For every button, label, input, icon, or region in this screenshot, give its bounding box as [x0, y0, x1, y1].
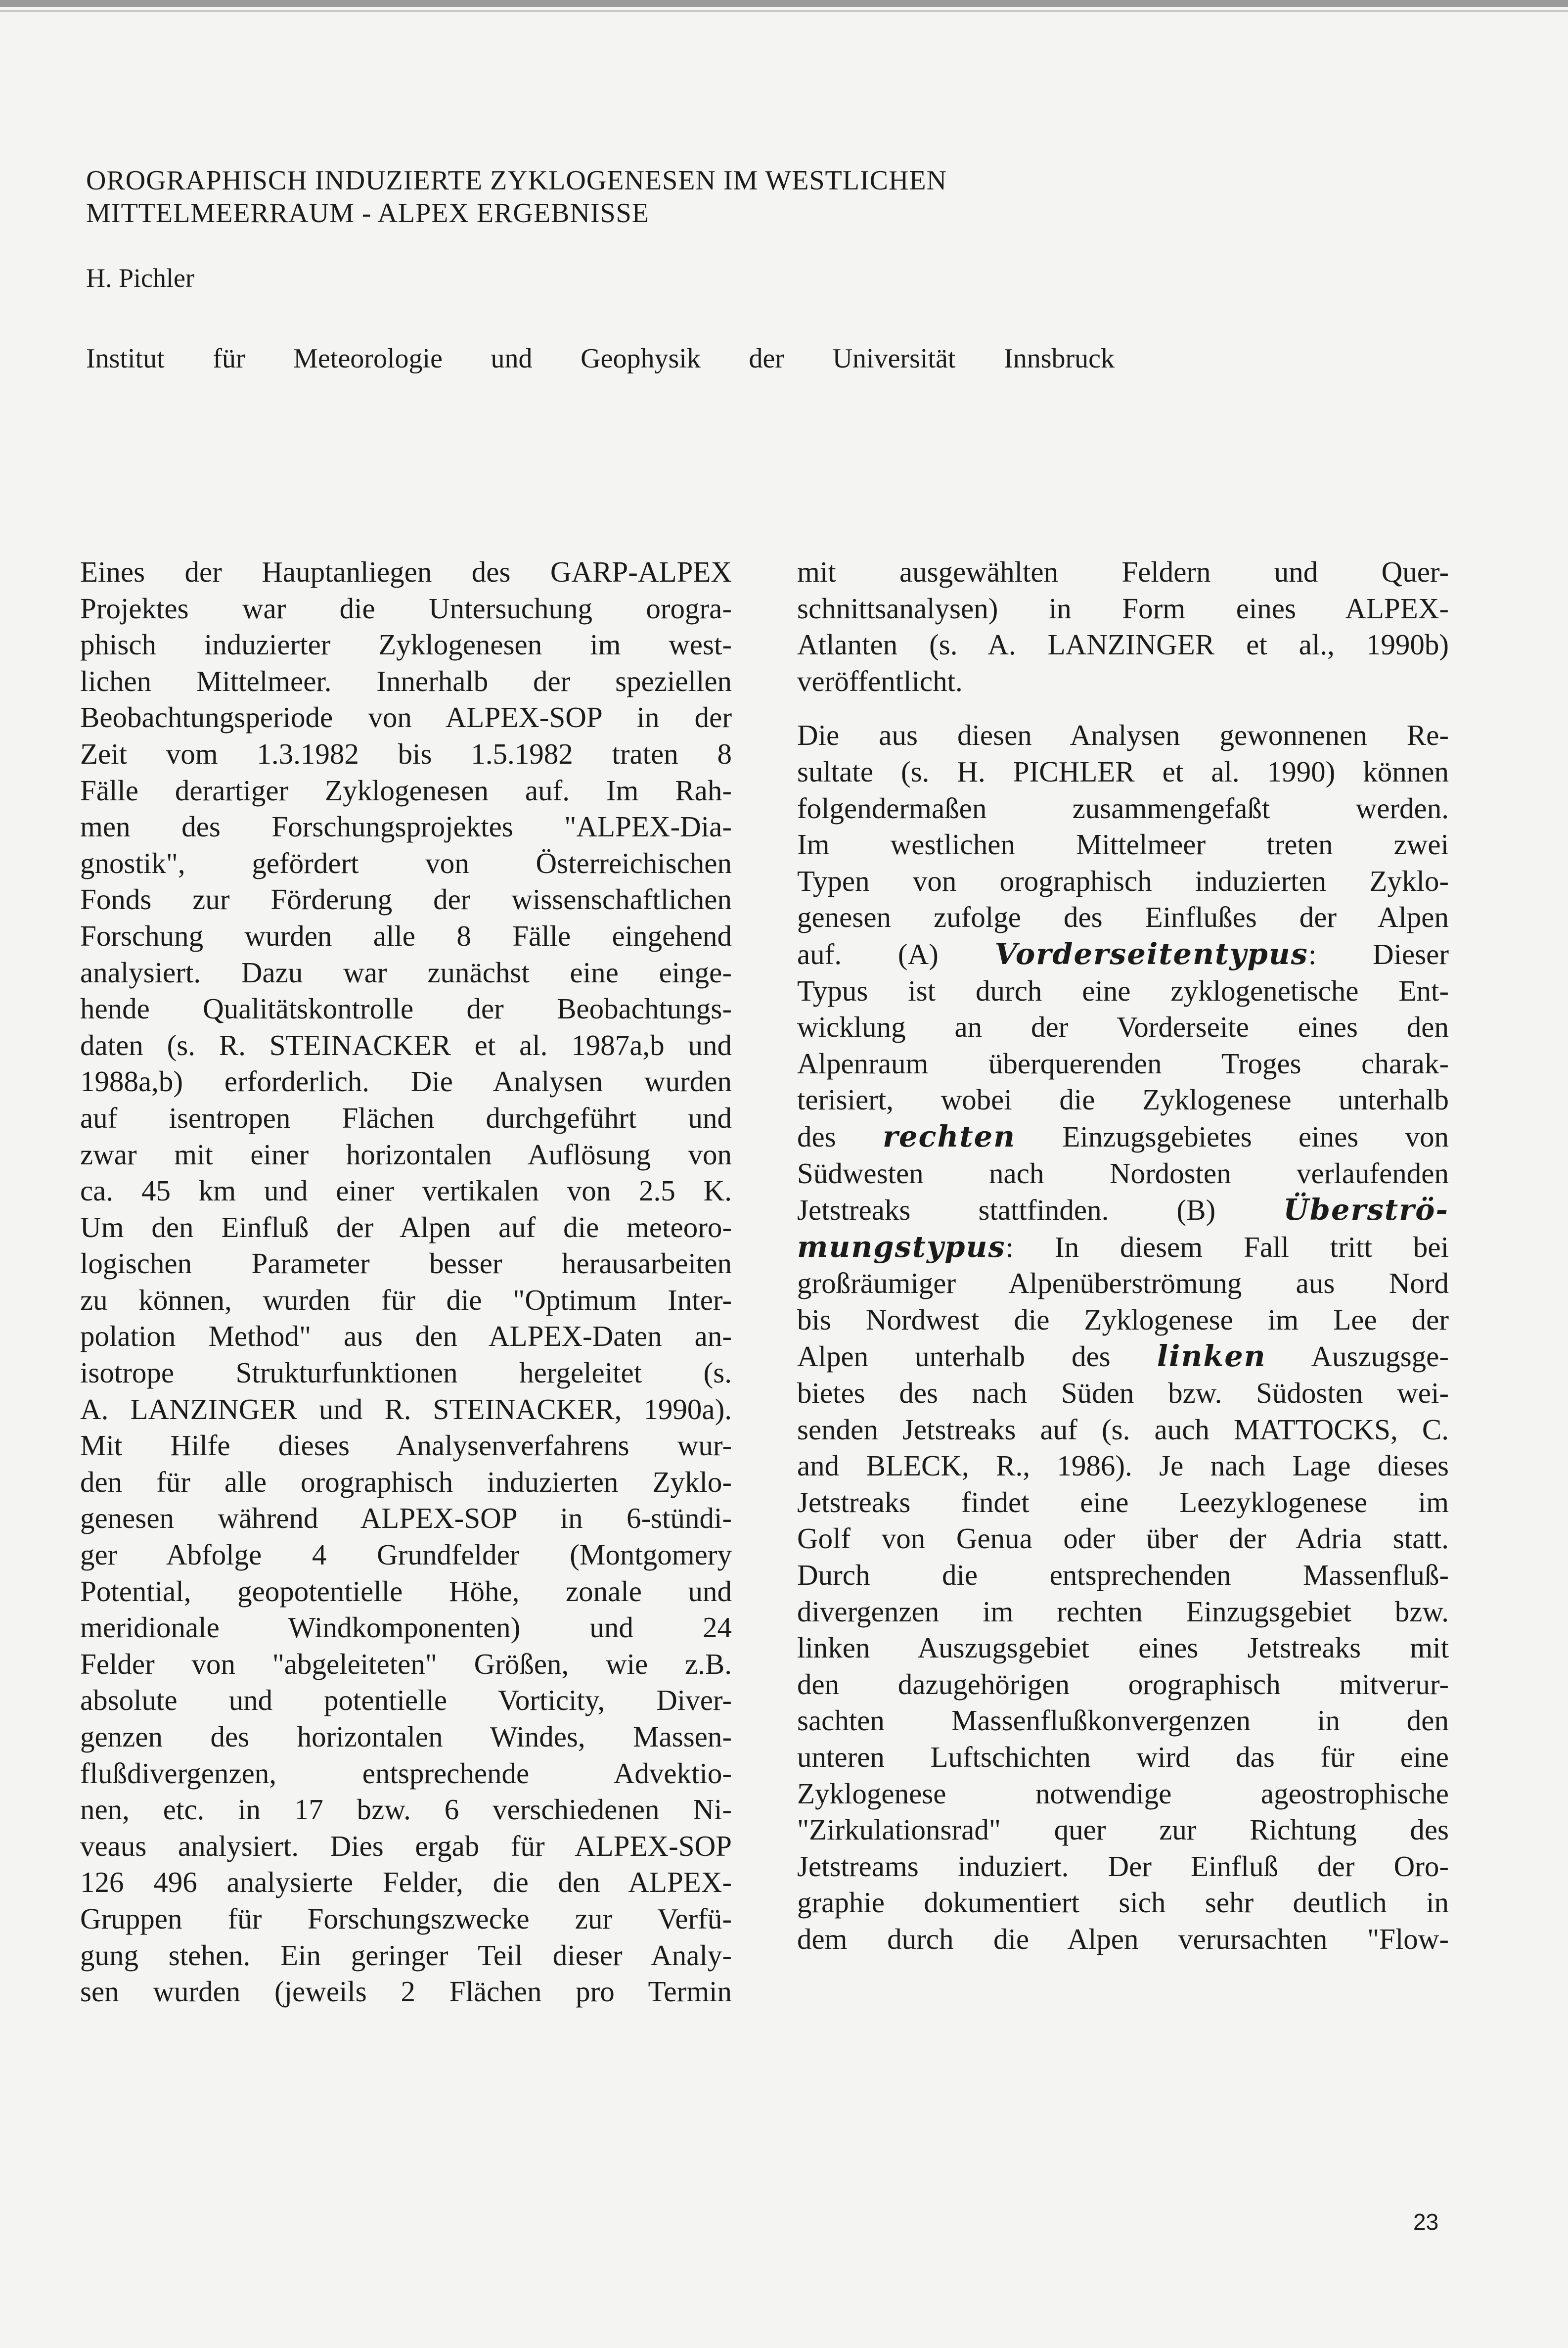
text-line: Jetstreams induziert. Der Einfluß der Oro- — [797, 1849, 1449, 1883]
text-line: polation Method" aus den ALPEX-Daten an- — [80, 1320, 732, 1353]
affiliation-word: Meteorologie — [293, 343, 443, 374]
author-name: H. Pichler — [86, 263, 194, 293]
paragraph-results — [797, 717, 1449, 1957]
affiliation-word: Geophysik — [581, 343, 701, 374]
text-line: zwar mit einer horizontalen Auflösung von — [80, 1138, 732, 1171]
text-line: divergenzen im rechten Einzugsgebiet bzw. — [797, 1595, 1449, 1628]
text-line: bietes des nach Süden bzw. Südosten wei- — [797, 1377, 1449, 1410]
text-line: Mit Hilfe dieses Analysenverfahrens wur- — [80, 1429, 732, 1462]
text-line: Jetstreaks findet eine Leezyklogenese im — [797, 1485, 1449, 1519]
text-line: logischen Parameter besser herausarbeiten — [80, 1247, 732, 1280]
affiliation-word: Universität — [832, 343, 956, 374]
body-column-right — [797, 554, 1449, 1958]
text-line: phisch induzierter Zyklogenesen im west- — [80, 628, 732, 661]
text-line: daten (s. R. STEINACKER et al. 1987a,b und — [80, 1028, 732, 1061]
text-line: den für alle orographisch induzierten Zyklo- — [80, 1465, 732, 1498]
text-line: Im westlichen Mittelmeer treten zwei — [797, 828, 1449, 861]
text-line: A. LANZINGER und R. STEINACKER, 1990a). — [80, 1392, 732, 1426]
text-line: Gruppen für Forschungszwecke zur Verfü- — [80, 1902, 732, 1935]
text-line: Eines der Hauptanliegen des GARP-ALPEX — [80, 555, 732, 588]
affiliation-word: Institut — [86, 343, 165, 374]
text-line: 126 496 analysierte Felder, die den ALPEX- — [80, 1866, 732, 1899]
paper-title — [86, 164, 1174, 230]
text-line: men des Forschungsprojektes "ALPEX-Dia- — [80, 810, 732, 843]
line-ueberstroe: Jetstreaks stattfinden. (B) Überströ- — [797, 1193, 1449, 1227]
text-line: Golf von Genua oder über der Adria statt. — [797, 1522, 1449, 1555]
line-mungstypus: mungstypus: In diesem Fall tritt bei — [797, 1229, 1449, 1264]
title-line-1: OROGRAPHISCH INDUZIERTE ZYKLOGENESEN IM WESTLICHEN — [86, 165, 947, 196]
text-line: meridionale Windkomponenten) und 24 — [80, 1611, 732, 1644]
text-line: Alpenraum überquerenden Troges charak- — [797, 1047, 1449, 1080]
text-line: Um den Einfluß der Alpen auf die meteoro- — [80, 1210, 732, 1243]
text-line: Atlanten (s. A. LANZINGER et al., 1990b) — [797, 628, 1449, 661]
text-line: flußdivergenzen, entsprechende Advektio- — [80, 1756, 732, 1790]
text-line: Durch die entsprechenden Massenfluß- — [797, 1559, 1449, 1592]
text-line: gnostik", gefördert von Österreichischen — [80, 846, 732, 879]
affiliation-word: für — [213, 343, 245, 374]
text-line: großräumiger Alpenüberströmung aus Nord — [797, 1267, 1449, 1300]
text-line: genzen des horizontalen Windes, Massen- — [80, 1720, 732, 1753]
text-line: unteren Luftschichten wird das für eine — [797, 1741, 1449, 1773]
author-affiliation — [86, 342, 1115, 375]
text-line: and BLECK, R., 1986). Je nach Lage dieses — [797, 1449, 1449, 1482]
text-line: senden Jetstreaks auf (s. auch MATTOCKS, C. — [797, 1413, 1449, 1446]
text-line: "Zirkulationsrad" quer zur Richtung des — [797, 1813, 1449, 1846]
page-top-edge — [0, 0, 1568, 7]
affiliation-word: und — [491, 343, 533, 374]
text-line: Typen von orographisch induzierten Zyklo- — [797, 864, 1449, 897]
text-line: Potential, geopotentielle Höhe, zonale und — [80, 1574, 732, 1608]
line-rechten: des rechten Einzugsgebietes eines von — [797, 1119, 1449, 1153]
text-line: Projektes war die Untersuchung orogra- — [80, 592, 732, 625]
text-line: mit ausgewählten Feldern und Quer- — [797, 555, 1449, 588]
text-line: genesen zufolge des Einflußes der Alpen — [797, 901, 1449, 934]
text-line: gung stehen. Ein geringer Teil dieser Analy- — [80, 1938, 732, 1972]
term-vorderseitentypus: Vorderseitentypus — [994, 936, 1308, 971]
title-line-2: MITTELMEERRAUM - ALPEX ERGEBNISSE — [86, 198, 649, 229]
text-line: genesen während ALPEX-SOP in 6-stündi- — [80, 1502, 732, 1535]
text-line: sen wurden (jeweils 2 Flächen pro Termin — [80, 1975, 732, 2008]
text-line: Typus ist durch eine zyklogenetische Ent- — [797, 974, 1449, 1007]
text-line: wicklung an der Vorderseite eines den — [797, 1011, 1449, 1044]
text-line: Felder von "abgeleiteten" Größen, wie z.B. — [80, 1647, 732, 1680]
text-line: graphie dokumentiert sich sehr deutlich in — [797, 1886, 1449, 1919]
text-line: Fälle derartiger Zyklogenesen auf. Im Rah- — [80, 774, 732, 807]
text-line: bis Nordwest die Zyklogenese im Lee der — [797, 1303, 1449, 1336]
text-line: sultate (s. H. PICHLER et al. 1990) können — [797, 755, 1449, 788]
text-line: terisiert, wobei die Zyklogenese unterhalb — [797, 1083, 1449, 1116]
text-line: isotrope Strukturfunktionen hergeleitet (s. — [80, 1356, 732, 1389]
text-line: veröffentlicht. — [797, 664, 963, 697]
affiliation-word: der — [749, 343, 784, 374]
text-line: dem durch die Alpen verursachten "Flow- — [797, 1922, 1449, 1955]
text-line: Zyklogenese notwendige ageostrophische — [797, 1777, 1449, 1810]
affiliation-word: Innsbruck — [1004, 343, 1115, 374]
paragraph-atlas — [797, 554, 1449, 699]
text-line: 1988a,b) erforderlich. Die Analysen wurden — [80, 1065, 732, 1098]
text-line: linken Auszugsgebiet eines Jetstreaks mit — [797, 1631, 1449, 1664]
page-number: 23 — [1413, 2209, 1439, 2235]
text-line: den dazugehörigen orographisch mitverur- — [797, 1667, 1449, 1701]
text-line: analysiert. Dazu war zunächst eine einge- — [80, 956, 732, 989]
text-line: sachten Massenflußkonvergenzen in den — [797, 1704, 1449, 1737]
text-line: lichen Mittelmeer. Innerhalb der speziellen — [80, 664, 732, 697]
line-linken: Alpen unterhalb des linken Auszugsge- — [797, 1339, 1449, 1374]
text-line: absolute und potentielle Vorticity, Diver- — [80, 1684, 732, 1717]
text-line: Forschung wurden alle 8 Fälle eingehend — [80, 919, 732, 952]
line-vorderseitentypus: auf. (A) Vorderseitentypus: Dieser — [797, 936, 1449, 971]
text-line: folgendermaßen zusammengefaßt werden. — [797, 791, 1449, 825]
text-line: Beobachtungsperiode von ALPEX-SOP in der — [80, 701, 732, 734]
text-line: zu können, wurden für die "Optimum Inter- — [80, 1283, 732, 1316]
text-line: ca. 45 km und einer vertikalen von 2.5 K. — [80, 1174, 732, 1207]
text-line: auf isentropen Flächen durchgeführt und — [80, 1101, 732, 1134]
text-line: Fonds zur Förderung der wissenschaftlichen — [80, 883, 732, 916]
text-line: ger Abfolge 4 Grundfelder (Montgomery — [80, 1538, 732, 1571]
text-line: Südwesten nach Nordosten verlaufenden — [797, 1156, 1449, 1190]
term-rechten: rechten — [882, 1119, 1016, 1153]
text-line: hende Qualitätskontrolle der Beobachtungs- — [80, 992, 732, 1025]
text-line: Die aus diesen Analysen gewonnenen Re- — [797, 719, 1449, 752]
body-column-left — [80, 554, 732, 2010]
page-top-edge-shadow — [0, 10, 1568, 12]
term-ueberstroe: Überströ- — [1283, 1193, 1449, 1227]
text-line: nen, etc. in 17 bzw. 6 verschiedenen Ni- — [80, 1793, 732, 1826]
text-line: Zeit vom 1.3.1982 bis 1.5.1982 traten 8 — [80, 737, 732, 770]
term-linken: linken — [1157, 1339, 1266, 1374]
text-line: veaus analysiert. Dies ergab für ALPEX-SOP — [80, 1829, 732, 1862]
text-line: schnittsanalysen) in Form eines ALPEX- — [797, 592, 1449, 625]
term-mungstypus: mungstypus — [797, 1229, 1006, 1264]
